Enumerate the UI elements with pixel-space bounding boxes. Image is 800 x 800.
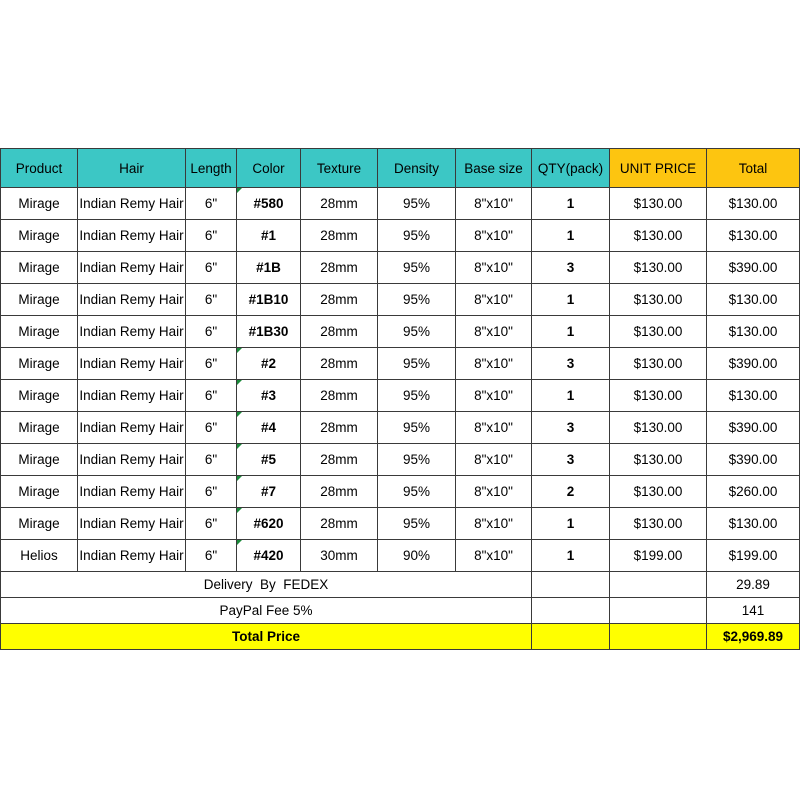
cell-total: $130.00 [707,508,800,540]
cell-unit-price: $130.00 [610,252,707,284]
cell-length: 6" [186,252,237,284]
cell-hair: Indian Remy Hair [78,412,186,444]
cell-unit-price: $130.00 [610,412,707,444]
item-rows [1,188,800,572]
cell-base-size: 8"x10" [456,476,532,508]
cell-density: 95% [378,380,456,412]
cell-texture: 28mm [301,380,378,412]
cell-texture: 28mm [301,348,378,380]
cell-total: $260.00 [707,476,800,508]
cell-color: #3 [237,380,301,412]
table-row [1,540,800,572]
cell-qty: 1 [532,380,610,412]
comment-indicator-icon [237,380,242,385]
cell-density: 95% [378,188,456,220]
table-row [1,284,800,316]
cell-length: 6" [186,220,237,252]
cell-qty: 1 [532,540,610,572]
cell-product: Mirage [1,348,78,380]
cell-total: $130.00 [707,188,800,220]
delivery-empty-unit [610,572,707,598]
header-density: Density [378,149,456,188]
header-total: Total [707,149,800,188]
cell-unit-price: $130.00 [610,348,707,380]
table-row [1,476,800,508]
cell-texture: 28mm [301,284,378,316]
cell-product: Mirage [1,476,78,508]
cell-hair: Indian Remy Hair [78,540,186,572]
cell-density: 90% [378,540,456,572]
total-empty-unit [610,624,707,650]
cell-color: #4 [237,412,301,444]
table-row [1,220,800,252]
cell-total: $130.00 [707,284,800,316]
cell-color: #1B10 [237,284,301,316]
cell-unit-price: $130.00 [610,380,707,412]
cell-unit-price: $130.00 [610,220,707,252]
cell-color: #620 [237,508,301,540]
cell-qty: 3 [532,444,610,476]
cell-color: #1B30 [237,316,301,348]
comment-indicator-icon [237,412,242,417]
cell-base-size: 8"x10" [456,380,532,412]
cell-hair: Indian Remy Hair [78,220,186,252]
cell-density: 95% [378,508,456,540]
table-row [1,380,800,412]
order-table [0,148,800,650]
cell-color: #420 [237,540,301,572]
cell-texture: 28mm [301,444,378,476]
cell-base-size: 8"x10" [456,188,532,220]
cell-density: 95% [378,476,456,508]
cell-qty: 1 [532,508,610,540]
delivery-row [1,572,800,598]
cell-length: 6" [186,540,237,572]
cell-hair: Indian Remy Hair [78,188,186,220]
comment-indicator-icon [237,508,242,513]
cell-qty: 1 [532,284,610,316]
total-label: Total Price [1,624,532,650]
header-hair: Hair [78,149,186,188]
cell-base-size: 8"x10" [456,508,532,540]
cell-length: 6" [186,316,237,348]
cell-density: 95% [378,444,456,476]
cell-total: $390.00 [707,412,800,444]
cell-product: Mirage [1,508,78,540]
cell-texture: 28mm [301,508,378,540]
cell-hair: Indian Remy Hair [78,380,186,412]
delivery-empty-qty [532,572,610,598]
total-empty-qty [532,624,610,650]
cell-qty: 3 [532,252,610,284]
cell-product: Mirage [1,316,78,348]
comment-indicator-icon [237,188,242,193]
cell-length: 6" [186,348,237,380]
cell-hair: Indian Remy Hair [78,444,186,476]
cell-base-size: 8"x10" [456,284,532,316]
paypal-empty-qty [532,598,610,624]
cell-density: 95% [378,284,456,316]
cell-product: Helios [1,540,78,572]
cell-base-size: 8"x10" [456,220,532,252]
cell-base-size: 8"x10" [456,412,532,444]
header-texture: Texture [301,149,378,188]
cell-base-size: 8"x10" [456,316,532,348]
table-row [1,188,800,220]
cell-unit-price: $130.00 [610,476,707,508]
cell-color: #580 [237,188,301,220]
cell-unit-price: $130.00 [610,508,707,540]
cell-base-size: 8"x10" [456,540,532,572]
cell-product: Mirage [1,380,78,412]
header-length: Length [186,149,237,188]
paypal-value: 141 [707,598,800,624]
cell-total: $199.00 [707,540,800,572]
paypal-label: PayPal Fee 5% [1,598,532,624]
cell-density: 95% [378,220,456,252]
cell-product: Mirage [1,444,78,476]
cell-length: 6" [186,412,237,444]
total-value: $2,969.89 [707,624,800,650]
total-row [1,624,800,650]
header-qty: QTY(pack) [532,149,610,188]
cell-total: $130.00 [707,380,800,412]
delivery-value: 29.89 [707,572,800,598]
table-row [1,508,800,540]
header-unit-price: UNIT PRICE [610,149,707,188]
header-row [1,149,800,188]
cell-length: 6" [186,508,237,540]
cell-total: $130.00 [707,316,800,348]
cell-qty: 1 [532,220,610,252]
cell-product: Mirage [1,412,78,444]
cell-density: 95% [378,316,456,348]
cell-total: $390.00 [707,252,800,284]
cell-color: #5 [237,444,301,476]
cell-color: #1B [237,252,301,284]
cell-base-size: 8"x10" [456,444,532,476]
cell-base-size: 8"x10" [456,348,532,380]
table-row [1,348,800,380]
cell-color: #7 [237,476,301,508]
cell-unit-price: $199.00 [610,540,707,572]
table-row [1,316,800,348]
paypal-row [1,598,800,624]
cell-length: 6" [186,444,237,476]
cell-texture: 28mm [301,412,378,444]
cell-qty: 3 [532,348,610,380]
cell-unit-price: $130.00 [610,444,707,476]
cell-qty: 2 [532,476,610,508]
table-row [1,444,800,476]
cell-color: #1 [237,220,301,252]
header-base-size: Base size [456,149,532,188]
cell-qty: 3 [532,412,610,444]
comment-indicator-icon [237,476,242,481]
cell-length: 6" [186,476,237,508]
cell-texture: 28mm [301,476,378,508]
comment-indicator-icon [237,348,242,353]
cell-product: Mirage [1,188,78,220]
comment-indicator-icon [237,444,242,449]
cell-hair: Indian Remy Hair [78,348,186,380]
cell-product: Mirage [1,284,78,316]
header-color: Color [237,149,301,188]
cell-total: $390.00 [707,444,800,476]
cell-unit-price: $130.00 [610,188,707,220]
delivery-label: Delivery By FEDEX [1,572,532,598]
table-row [1,412,800,444]
cell-hair: Indian Remy Hair [78,316,186,348]
cell-density: 95% [378,348,456,380]
cell-total: $390.00 [707,348,800,380]
cell-base-size: 8"x10" [456,252,532,284]
paypal-empty-unit [610,598,707,624]
cell-texture: 30mm [301,540,378,572]
cell-color: #2 [237,348,301,380]
cell-texture: 28mm [301,220,378,252]
cell-total: $130.00 [707,220,800,252]
cell-texture: 28mm [301,316,378,348]
cell-density: 95% [378,412,456,444]
cell-texture: 28mm [301,252,378,284]
cell-hair: Indian Remy Hair [78,508,186,540]
cell-density: 95% [378,252,456,284]
cell-unit-price: $130.00 [610,284,707,316]
header-product: Product [1,149,78,188]
cell-product: Mirage [1,252,78,284]
table-row [1,252,800,284]
cell-length: 6" [186,188,237,220]
cell-unit-price: $130.00 [610,316,707,348]
cell-hair: Indian Remy Hair [78,252,186,284]
cell-qty: 1 [532,316,610,348]
cell-hair: Indian Remy Hair [78,476,186,508]
cell-qty: 1 [532,188,610,220]
cell-product: Mirage [1,220,78,252]
cell-length: 6" [186,284,237,316]
cell-hair: Indian Remy Hair [78,284,186,316]
cell-texture: 28mm [301,188,378,220]
comment-indicator-icon [237,540,242,545]
cell-length: 6" [186,380,237,412]
